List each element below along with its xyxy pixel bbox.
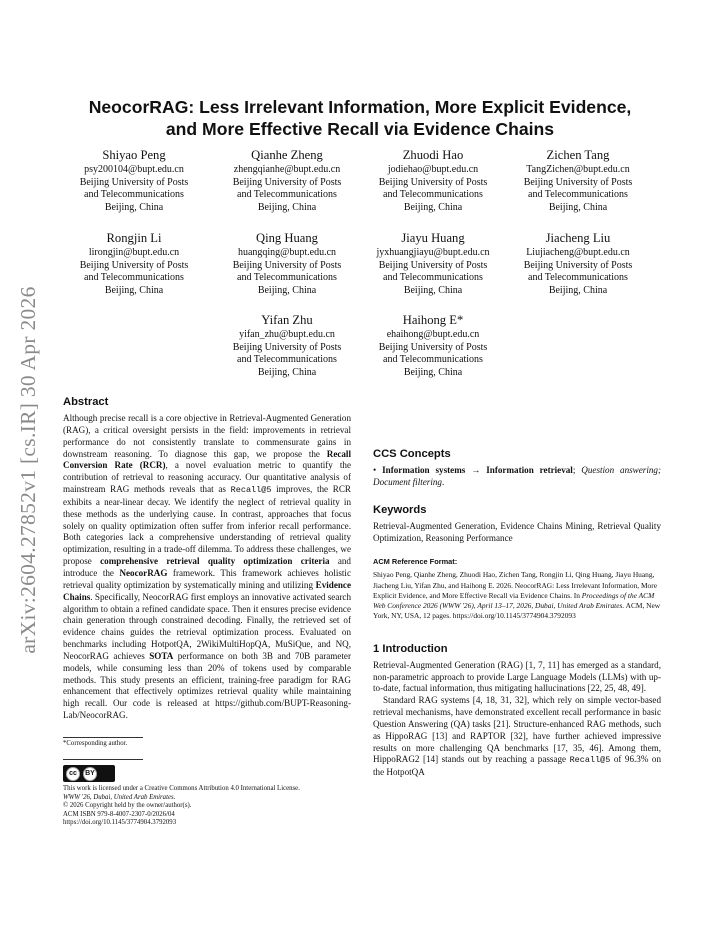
paper-title — [60, 96, 660, 140]
author-email: jodiehao@bupt.edu.cn — [387, 164, 479, 175]
acm-reference-heading: ACM Reference Format: — [373, 557, 458, 567]
author-block — [59, 231, 209, 297]
author-location: Beijing, China — [403, 201, 463, 213]
acm-reference-text: ACM, New York, NY, USA, 12 pages. https://doi.org/10.1145/3774904.3792093 — [373, 601, 661, 621]
author-name: Yifan Zhu — [261, 313, 313, 327]
abstract-emphasis: comprehensive retrieval quality optimization criteria — [100, 556, 330, 567]
title-line-1: NeocorRAG: Less Irrelevant Information, More Explicit Evidence, — [88, 97, 632, 117]
right-column — [373, 372, 661, 779]
author-email: zhengqianhe@bupt.edu.cn — [233, 164, 341, 175]
author-affiliation: and Telecommunications — [383, 272, 483, 284]
footnote: *Corresponding author. — [63, 740, 128, 747]
author-name: Qianhe Zheng — [251, 148, 323, 162]
author-location: Beijing, China — [548, 284, 608, 296]
abstract-metric: Recall@5 — [230, 485, 272, 496]
author-affiliation: Beijing University of Posts — [523, 259, 633, 271]
author-name: Rongjin Li — [106, 231, 162, 245]
abstract-text: . Specifically, NeocorRAG first employs an innovative activated search algorithm to obtain a refined candidate space. Then it ensures precise evidence chain generation through constrained decoding. Finally, the retrieved set of evidence chains guides the retrieval optimization process. Evaluated on benchmarks including HotpotQA, 2WikiMultiHopQA, MuSiQue, and NQ, NeocorRAG achieves — [63, 591, 351, 661]
ccs-separator: ; — [572, 465, 582, 475]
acm-reference-body — [373, 570, 661, 621]
author-block — [212, 313, 362, 379]
ccs-subterms: Question answering; Document filtering — [373, 465, 661, 487]
author-affiliation: Beijing University of Posts — [232, 259, 342, 271]
author-affiliation: and Telecommunications — [84, 272, 184, 284]
abstract-emphasis: Evidence Chains — [63, 579, 351, 602]
author-name: Zichen Tang — [546, 148, 610, 162]
keywords-body: Retrieval-Augmented Generation, Evidence Chains Mining, Retrieval Quality Optimization, Reasoning Performance — [373, 520, 661, 543]
author-location: Beijing, China — [403, 284, 463, 296]
abstract-text: , a novel evaluation metric to quantify the contribution of retrieval to reasoning accuracy. Our quantitative analysis of mainstream RAG methods reveals that as — [63, 460, 351, 495]
acm-reference-text: Shiyao Peng, Qianhe Zheng, Zhuodi Hao, Zichen Tang, Rongjin Li, Qing Huang, Jiayu Huang, Jiacheng Liu, Yifan Zhu, and Haihong E. 2026. NeocorRAG: Less Irrelevant Information, More Explicit Evidence, and More Effective Recall via Evidence Chains. In — [373, 570, 657, 600]
license-statement: This work is licensed under a Creative Commons Attribution 4.0 International License. — [63, 785, 300, 792]
author-location: Beijing, China — [104, 201, 164, 213]
author-email: huangqing@bupt.edu.cn — [237, 247, 337, 258]
abstract-heading: Abstract — [63, 396, 109, 408]
ccs-period: . — [441, 476, 445, 487]
author-affiliation: Beijing University of Posts — [232, 176, 342, 188]
cc-by-license-badge — [63, 765, 115, 782]
author-email: jyxhuangjiayu@bupt.edu.cn — [376, 247, 490, 258]
author-affiliation: Beijing University of Posts — [378, 176, 488, 188]
license-rule — [63, 759, 143, 760]
abstract-text: performance on both 3B and 70B parameter models, while consuming less than 20% of tokens used by comparable methods. This study presents an efficient, training-free paradigm for RAG enhancement that effectively optimizes retrieval quality while maintaining high recall. Our code is released at https://github.com/BUPT-Reasoning-Lab/NeocorRAG. — [63, 650, 351, 721]
abstract-section — [63, 395, 351, 722]
arxiv-identifier: arXiv:2604.27852v1 [cs.IR] 30 Apr 2026 — [16, 286, 40, 654]
ccs-arrow: → — [465, 465, 487, 475]
abstract-text: improves, the RCR exhibits a near-linear decay. We identify the neglect of retrieval quality in these methods as the underlying cause. In contrast, approaches that focus solely on quality optimization often suffer from inferior recall performance. Both categories lack a comprehensive understanding of retrieval quality optimization, resulting in a trade-off dilemma. To address these challenges, we propose — [63, 484, 351, 567]
author-affiliation: Beijing University of Posts — [378, 259, 488, 271]
introduction-paragraph: Retrieval-Augmented Generation (RAG) [1, 7, 11] has emerged as a standard, non-parametric approach to provide Large Language Models (LLMs) with up-to-date, factual information, thus mitigating hallucinations [22, 25, 48, 49]. — [373, 659, 661, 694]
introduction-heading: 1 Introduction — [373, 642, 448, 655]
ccs-term: Information systems — [382, 465, 466, 475]
ccs-bullet: • — [373, 465, 383, 475]
author-affiliation: and Telecommunications — [237, 272, 337, 284]
author-block — [358, 148, 508, 214]
introduction-text: of 96.3% on the HotpotQA — [373, 754, 661, 778]
author-block — [503, 148, 653, 214]
author-name: Jiacheng Liu — [545, 231, 611, 245]
abstract-emphasis: SOTA — [149, 650, 174, 661]
title-line-2: and More Effective Recall via Evidence Chains — [165, 119, 555, 139]
license-block — [63, 785, 353, 828]
author-email: Liujiacheng@bupt.edu.cn — [526, 247, 630, 258]
author-affiliation: and Telecommunications — [237, 189, 337, 201]
author-location: Beijing, China — [104, 284, 164, 296]
author-name: Zhuodi Hao — [402, 148, 464, 162]
author-affiliation: and Telecommunications — [528, 272, 628, 284]
abstract-body — [63, 413, 351, 722]
author-affiliation: Beijing University of Posts — [232, 341, 342, 353]
author-affiliation: Beijing University of Posts — [79, 259, 189, 271]
acm-reference-venue: Proceedings of the ACM Web Conference 2026 (WWW '26), April 13–17, 2026, Dubai, United Arab Emirates. — [373, 590, 655, 611]
author-email: TangZichen@bupt.edu.cn — [526, 164, 630, 175]
abstract-emphasis: NeocorRAG — [119, 567, 168, 578]
author-location: Beijing, China — [257, 284, 317, 296]
author-block — [358, 313, 508, 379]
abstract-text: and introduce the — [63, 556, 351, 578]
author-name: Shiyao Peng — [102, 148, 166, 162]
author-block — [503, 231, 653, 297]
author-name: Qing Huang — [256, 231, 318, 245]
author-affiliation: and Telecommunications — [528, 189, 628, 201]
ccs-term: Information retrieval — [486, 465, 573, 475]
author-affiliation: Beijing University of Posts — [79, 176, 189, 188]
author-block — [358, 231, 508, 297]
author-location: Beijing, China — [257, 366, 317, 378]
author-block — [212, 148, 362, 214]
author-email: psy200104@bupt.edu.cn — [84, 164, 184, 175]
doi-line: https://doi.org/10.1145/3774904.3792093 — [63, 819, 177, 827]
abstract-emphasis: Recall Conversion Rate (RCR) — [63, 448, 351, 471]
author-affiliation: and Telecommunications — [84, 189, 184, 201]
author-location: Beijing, China — [548, 201, 608, 213]
keywords-heading: Keywords — [373, 503, 427, 516]
author-location: Beijing, China — [257, 201, 317, 213]
attribution-icon: BY — [83, 767, 97, 781]
author-block — [59, 148, 209, 214]
cc-icon: cc — [66, 767, 80, 781]
introduction-paragraph — [373, 695, 661, 779]
abstract-text: framework. This framework achieves holistic retrieval quality optimization by systematically mining and utilizing — [63, 567, 351, 590]
ccs-body — [373, 465, 661, 489]
abstract-text: Although precise recall is a core objective in Retrieval-Augmented Generation (RAG), a critical oversight persists in the field: improvements in retrieval performance do not consistently translate to commensurate gains in downstream reasoning. To diagnose this gap, we propose the — [63, 413, 351, 459]
footnote-rule — [63, 737, 143, 738]
introduction-text: Standard RAG systems [4, 18, 31, 32], which rely on simple vector-based retrieval mechanisms, have demonstrated excellent recall performance in basic Question Answering (QA) tasks [21]. Structure-enhanced RAG methods, such as HippoRAG [13] and RAPTOR [32], have further achieved impressive results on more challenging QA benchmarks [17, 35, 46]. Among them, HippoRAG2 [14] stands out by reaching a passage — [373, 695, 661, 765]
ccs-heading: CCS Concepts — [373, 448, 451, 460]
author-affiliation: Beijing University of Posts — [378, 341, 488, 353]
author-block — [212, 231, 362, 297]
author-affiliation: and Telecommunications — [237, 354, 337, 366]
license-venue: WWW '26, Dubai, United Arab Emirates. — [63, 793, 176, 801]
author-email: ehaihong@bupt.edu.cn — [386, 329, 480, 340]
author-affiliation: and Telecommunications — [383, 189, 483, 201]
author-affiliation: and Telecommunications — [383, 354, 483, 366]
author-location: Beijing, China — [403, 366, 463, 378]
isbn-line: ACM ISBN 979-8-4007-2307-0/2026/04 — [63, 810, 175, 818]
author-name: Jiayu Huang — [401, 231, 465, 245]
author-email: yifan_zhu@bupt.edu.cn — [239, 329, 335, 340]
copyright-line: © 2026 Copyright held by the owner/author(s). — [63, 802, 192, 810]
author-affiliation: Beijing University of Posts — [523, 176, 633, 188]
introduction-metric: Recall@5 — [569, 755, 611, 766]
author-name: Haihong E* — [402, 313, 464, 327]
author-email: lirongjin@bupt.edu.cn — [88, 247, 180, 258]
